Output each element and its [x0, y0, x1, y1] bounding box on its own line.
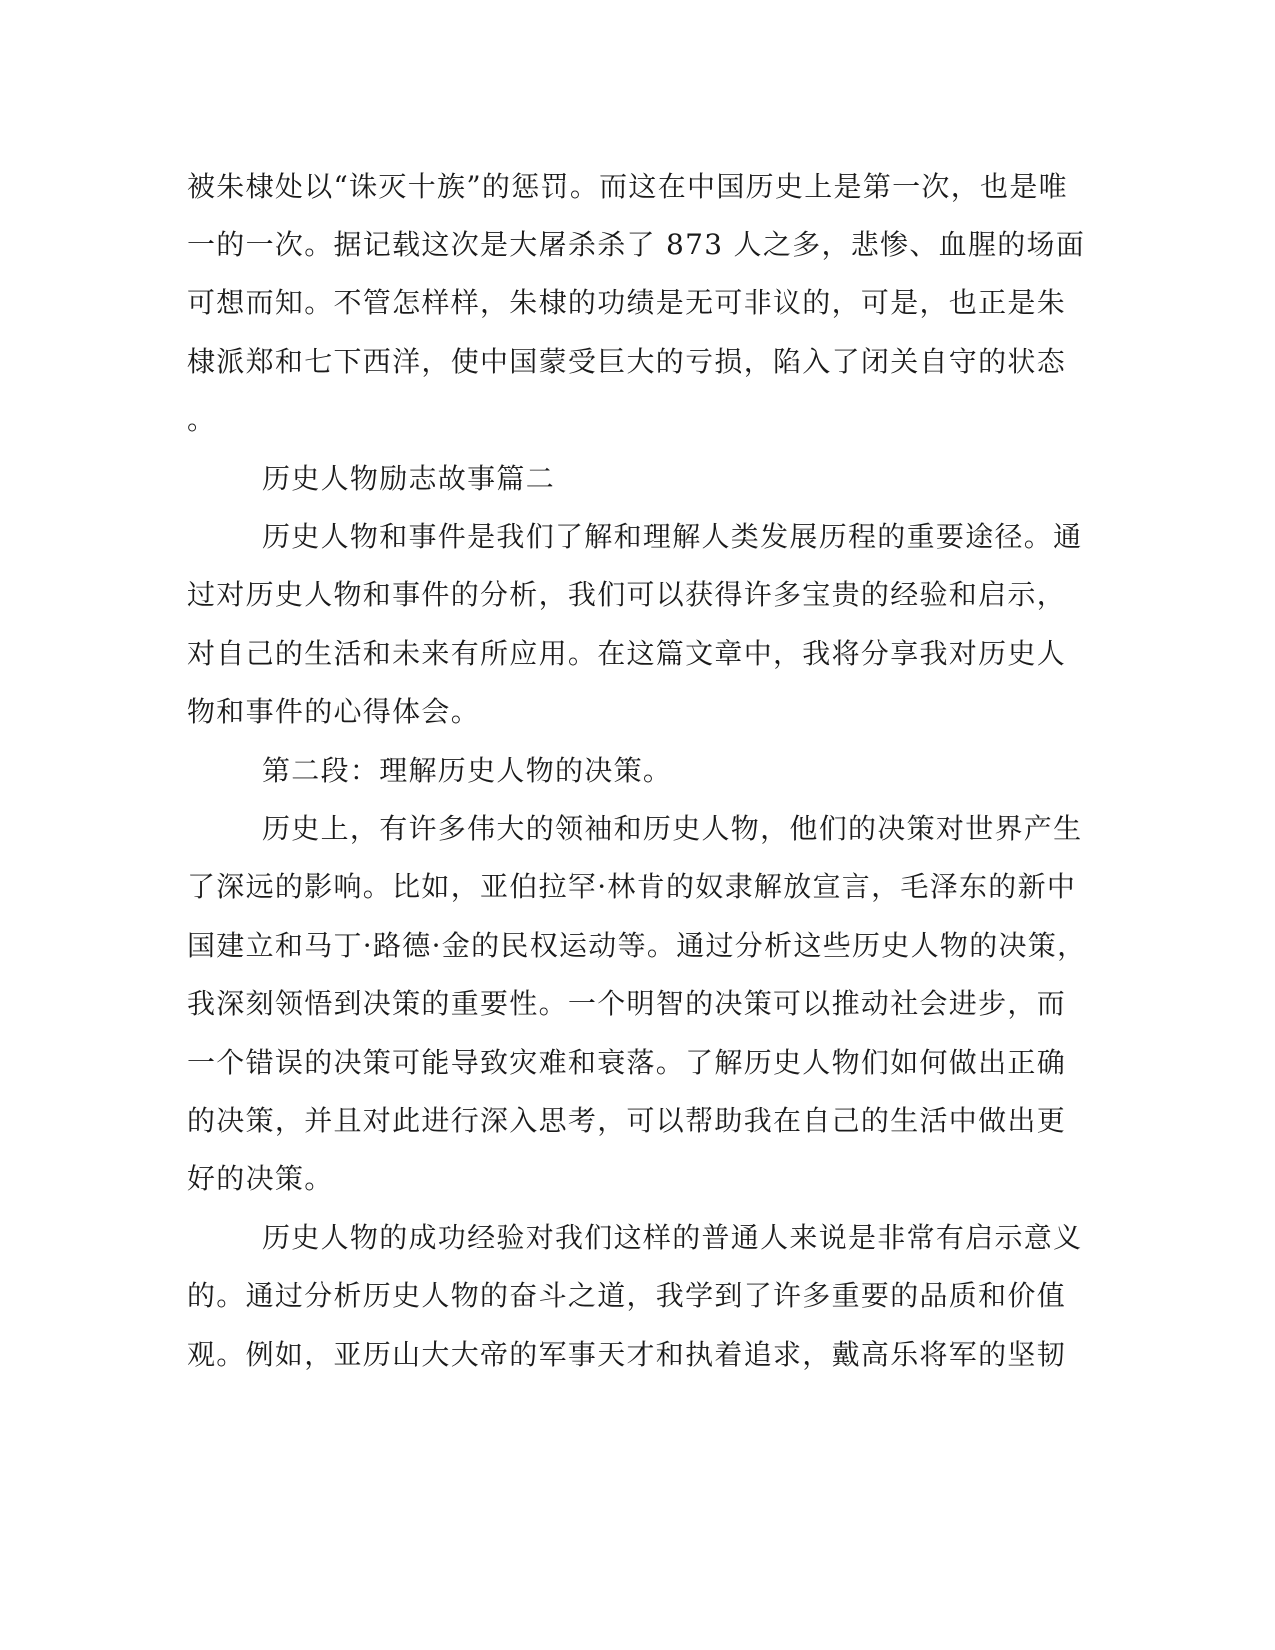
text-line: 一的一次。据记载这次是大屠杀杀了 873 人之多，悲惨、血腥的场面: [187, 228, 1086, 261]
section-heading: 历史人物励志故事篇二: [262, 462, 556, 495]
text-line: 观。例如，亚历山大大帝的军事天才和执着追求，戴高乐将军的坚韧: [187, 1338, 1067, 1371]
text-line: 棣派郑和七下西洋，使中国蒙受巨大的亏损，陷入了闭关自守的状态: [187, 345, 1067, 378]
text-line: 历史人物和事件是我们了解和理解人类发展历程的重要途径。通: [262, 520, 1083, 553]
text-line: 物和事件的心得体会。: [187, 695, 481, 728]
text-line: 的决策，并且对此进行深入思考，可以帮助我在自己的生活中做出更: [187, 1104, 1067, 1137]
text-line: 我深刻领悟到决策的重要性。一个明智的决策可以推动社会进步，而: [187, 987, 1067, 1020]
text-line: 历史人物的成功经验对我们这样的普通人来说是非常有启示意义: [262, 1221, 1083, 1254]
text-line: 对自己的生活和未来有所应用。在这篇文章中，我将分享我对历史人: [187, 637, 1067, 670]
text-line: 国建立和马丁·路德·金的民权运动等。通过分析这些历史人物的决策，: [187, 929, 1087, 962]
text-line: 好的决策。: [187, 1162, 334, 1195]
text-line: 的。通过分析历史人物的奋斗之道，我学到了许多重要的品质和价值: [187, 1279, 1067, 1312]
text-line: 了深远的影响。比如，亚伯拉罕·林肯的奴隶解放宣言，毛泽东的新中: [187, 870, 1077, 903]
text-line: 过对历史人物和事件的分析，我们可以获得许多宝贵的经验和启示，: [187, 578, 1067, 611]
text-line: 。: [187, 403, 217, 436]
text-line: 被朱棣处以“诛灭十族”的惩罚。而这在中国历史上是第一次，也是唯: [187, 170, 1068, 203]
text-line: 可想而知。不管怎样样，朱棣的功绩是无可非议的，可是，也正是朱: [187, 286, 1067, 319]
text-line: 一个错误的决策可能导致灾难和衰落。了解历史人物们如何做出正确: [187, 1046, 1067, 1079]
subsection-heading: 第二段：理解历史人物的决策。: [262, 754, 673, 787]
text-line: 历史上，有许多伟大的领袖和历史人物，他们的决策对世界产生: [262, 812, 1083, 845]
